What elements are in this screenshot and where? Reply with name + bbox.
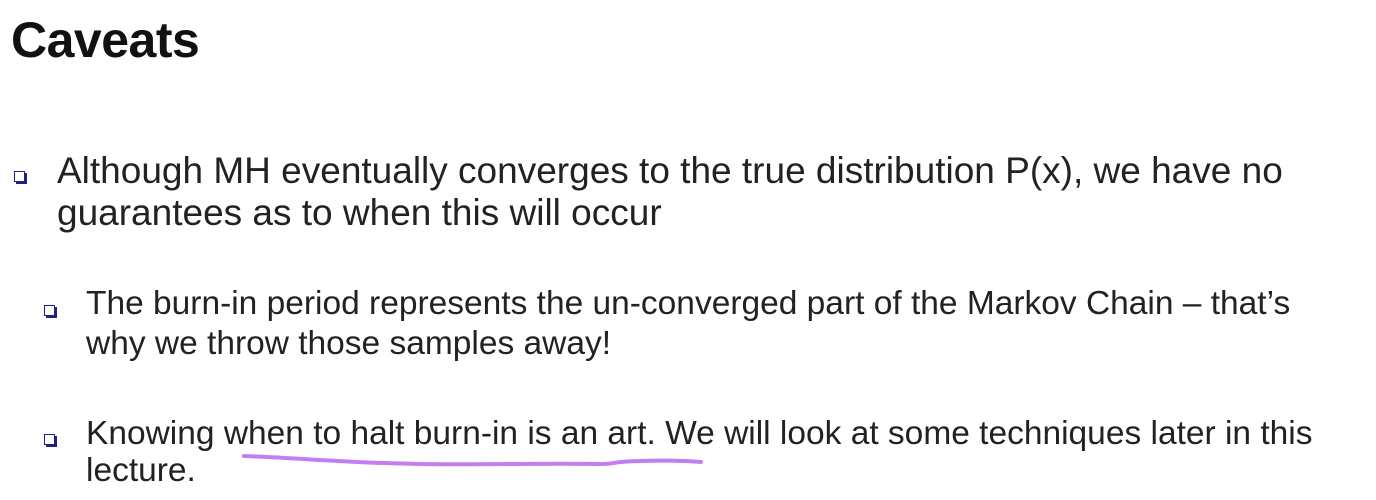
hollow-square-bullet-icon [44, 305, 55, 316]
hollow-square-bullet-icon [44, 434, 55, 445]
highlighted-phrase: when to halt burn-in is an art [223, 415, 647, 452]
slide-title: Caveats [11, 12, 200, 68]
sub-bullet-text-before: Knowing [86, 415, 224, 452]
bullet-item: Although MH eventually converges to the true distribution P(x), we have no guarantees as to when this will occur [57, 150, 1283, 233]
hollow-square-bullet-icon [14, 171, 25, 182]
sub-bullet-item: The burn-in period represents the un-converged part of the Markov Chain – that’s why we throw those samples away! [86, 285, 1291, 362]
sub-bullet-text-after: . We will look at some techniques later in this lecture. [86, 415, 1313, 489]
sub-bullet-item [86, 415, 1356, 489]
